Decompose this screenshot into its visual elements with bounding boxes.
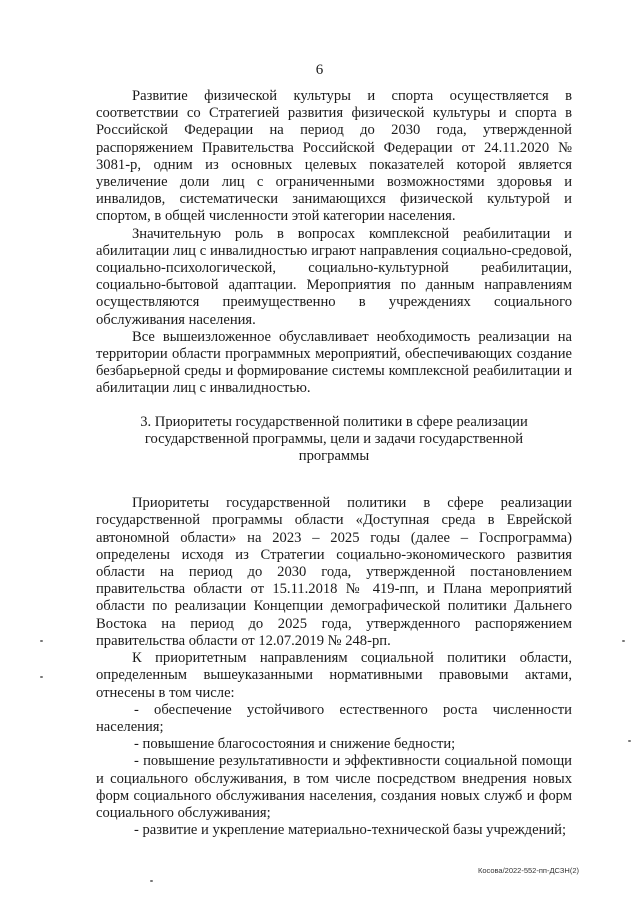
document-body: [96, 88, 572, 839]
paragraph-rehabilitation: Значительную роль в вопросах комплексной реабилитации и абилитации лиц с инвалидностью играют направления социально-средовой, социально-психологической, социально-культурной реабилитации, социально-бытовой адаптации. Мероприятия по данным направлениям осуществляются преимущественно в учреждениях социального обслуживания населения.: [96, 225, 572, 328]
paragraph-priority-directions: К приоритетным направлениям социальной политики области, определенным вышеуказанными нормативными правовыми актами, отнесены в том числе:: [96, 650, 572, 701]
paragraph-sport-strategy: Развитие физической культуры и спорта осуществляется в соответствии со Стратегией развития физической культуры и спорта в Российской Федерации на период до 2030 года, утвержденной распоряжением Правительства Российской Федерации от 24.11.2020 № 3081-р, одним из основных целевых показателей которой является увеличение доли лиц с ограниченными возможностями здоровья и инвалидов, систематически занимающихся физической культурой и спортом, в общей численности этой категории населения.: [96, 88, 572, 225]
paragraph-conclusion: Все вышеизложенное обуславливает необходимость реализации на территории области программных мероприятий, обеспечивающих создание безбарьерной среды и формирование системы комплексной реабилитации и абилитации лиц с инвалидностью.: [96, 328, 572, 397]
list-item-social-services: - повышение результативности и эффективности социальной помощи и социального обслуживания, в том числе посредством внедрения новых форм социального обслуживания населения, создания новых служб и форм социального обслуживания;: [96, 753, 572, 821]
page-number: 6: [315, 62, 324, 78]
scan-speck: [40, 640, 43, 642]
list-item-material-base: - развитие и укрепление материально-технической базы учреждений;: [134, 822, 567, 839]
scan-speck: [628, 740, 631, 742]
footer-document-code: Косова/2022-552-пп-ДСЗН(2): [477, 866, 579, 875]
section-title-line-2: государственной программы, цели и задачи государственной: [144, 430, 524, 447]
scan-speck: [40, 676, 43, 678]
list-item-population-growth: - обеспечение устойчивого естественного роста численности населения;: [96, 701, 572, 735]
section-title-line-3: программы: [298, 448, 370, 465]
section-title: [96, 414, 572, 466]
list-item-welfare: - повышение благосостояния и снижение бедности;: [134, 736, 456, 753]
scan-speck: [150, 880, 153, 882]
scan-speck: [622, 640, 625, 642]
paragraph-priorities: Приоритеты государственной политики в сфере реализации государственной программы области «Доступная среда в Еврейской автономной области» на 2023 – 2025 годы (далее – Госпрограмма) определены исходя из Стратегии социально-экономического развития области на период до 2030 года, утвержденной постановлением правительства области от 15.11.2018 № 419-пп, и Плана мероприятий области по реализации Концепции демографической политики Дальнего Востока на период до 2025 года, утвержденного распоряжением правительства области от 12.07.2019 № 248-рп.: [96, 495, 572, 649]
section-title-line-1: 3. Приоритеты государственной политики в сфере реализации: [140, 413, 528, 430]
